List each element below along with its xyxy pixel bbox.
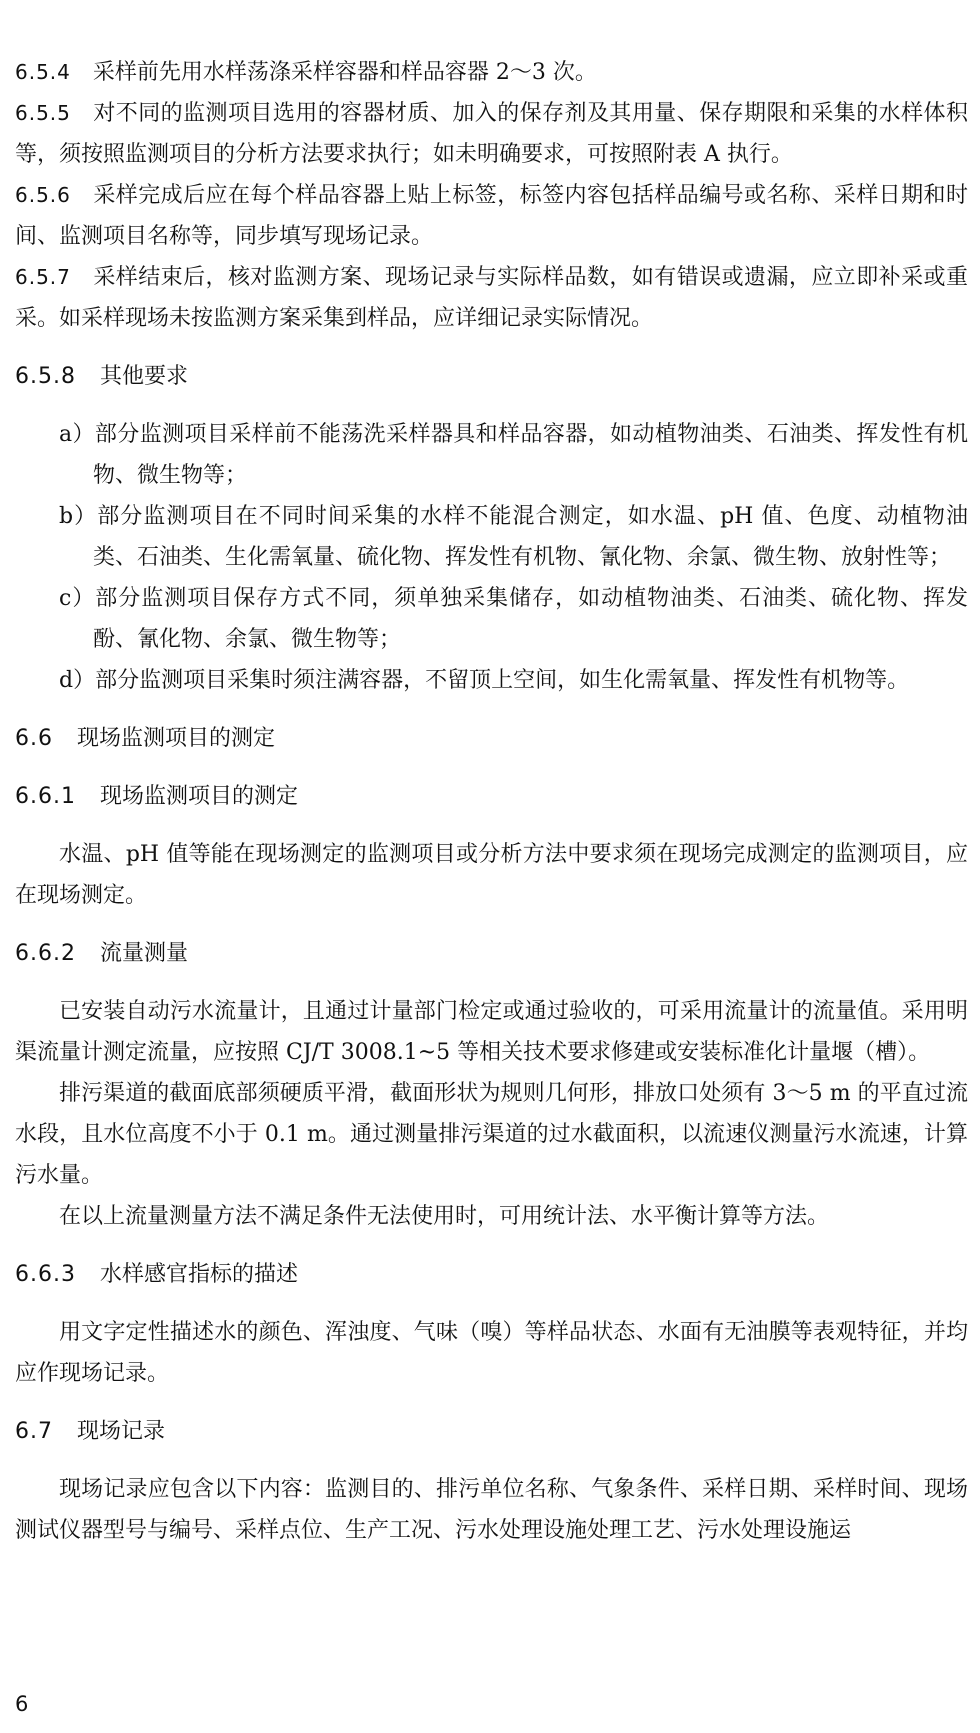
heading-title: 其他要求 [99,364,188,389]
heading-title: 流量测量 [99,941,188,966]
heading-6-5-8 [15,356,968,397]
heading-title: 现场监测项目的测定 [99,784,298,809]
clause-6-6-1-body: 水温、pH 值等能在现场测定的监测项目或分析方法中要求须在现场完成测定的监测项目，应在现场测定。 [15,842,968,908]
heading-6-6-3 [15,1254,968,1295]
heading-title: 水样感官指标的描述 [99,1262,298,1287]
heading-number: 6.6.3 [15,1262,76,1287]
clause-6-5-4 [15,52,968,93]
clause-number: 6.5.6 [15,183,71,207]
clause-number: 6.5.7 [15,265,71,289]
heading-title: 现场记录 [77,1419,166,1444]
clause-6-5-5 [15,93,968,175]
heading-number: 6.6.1 [15,784,76,809]
clause-number: 6.5.5 [15,101,71,125]
heading-number: 6.7 [15,1419,53,1444]
clause-6-7-body: 现场记录应包含以下内容：监测目的、排污单位名称、气象条件、采样日期、采样时间、现场测试仪器型号与编号、采样点位、生产工况、污水处理设施处理工艺、污水处理设施运 [15,1477,968,1543]
clause-text: 采样完成后应在每个样品容器上贴上标签，标签内容包括样品编号或名称、采样日期和时间、监测项目名称等，同步填写现场记录。 [15,183,968,249]
clause-text: 对不同的监测项目选用的容器材质、加入的保存剂及其用量、保存期限和采集的水样体积等，须按照监测项目的分析方法要求执行；如未明确要求，可按照附表 A 执行。 [15,101,968,167]
clause-6-6-3-body: 用文字定性描述水的颜色、浑浊度、气味（嗅）等样品状态、水面有无油膜等表观特征，并均应作现场记录。 [15,1320,968,1386]
list-item-c: c）部分监测项目保存方式不同，须单独采集储存，如动植物油类、石油类、硫化物、挥发酚、氰化物、余氯、微生物等； [59,586,968,652]
list-item-b: b）部分监测项目在不同时间采集的水样不能混合测定，如水温、pH 值、色度、动植物油类、石油类、生化需氧量、硫化物、挥发性有机物、氰化物、余氯、微生物、放射性等； [59,504,968,570]
heading-number: 6.6 [15,726,53,751]
clause-text: 采样结束后，核对监测方案、现场记录与实际样品数，如有错误或遗漏，应立即补采或重采。如采样现场未按监测方案采集到样品，应详细记录实际情况。 [15,265,968,331]
heading-title: 现场监测项目的测定 [77,726,276,751]
clause-6-5-7 [15,257,968,339]
flow-paragraph-3: 在以上流量测量方法不满足条件无法使用时，可用统计法、水平衡计算等方法。 [59,1204,830,1229]
list-item-d: d）部分监测项目采集时须注满容器，不留顶上空间，如生化需氧量、挥发性有机物等。 [59,668,910,693]
list-item-a: a）部分监测项目采样前不能荡洗采样器具和样品容器，如动植物油类、石油类、挥发性有机物、微生物等； [59,422,968,488]
heading-6-6 [15,718,968,759]
heading-number: 6.5.8 [15,364,76,389]
clause-6-5-6 [15,175,968,257]
clause-number: 6.5.4 [15,60,71,84]
document-page [15,52,968,1551]
page-number: 6 [15,1692,29,1716]
heading-number: 6.6.2 [15,941,76,966]
heading-6-6-1 [15,776,968,817]
clause-text: 采样前先用水样荡涤采样容器和样品容器 2～3 次。 [92,60,597,85]
flow-paragraph-2: 排污渠道的截面底部须硬质平滑，截面形状为规则几何形，排放口处须有 3～5 m 的平直过流水段，且水位高度不小于 0.1 m。通过测量排污渠道的过水截面积，以流速仪测量污水流速，计算污水量。 [15,1081,968,1188]
requirements-list [15,414,968,701]
heading-6-6-2 [15,933,968,974]
flow-paragraph-1: 已安装自动污水流量计，且通过计量部门检定或通过验收的，可采用流量计的流量值。采用明渠流量计测定流量，应按照 CJ/T 3008.1~5 等相关技术要求修建或安装标准化计量堰（槽）。 [15,999,968,1065]
heading-6-7 [15,1411,968,1452]
